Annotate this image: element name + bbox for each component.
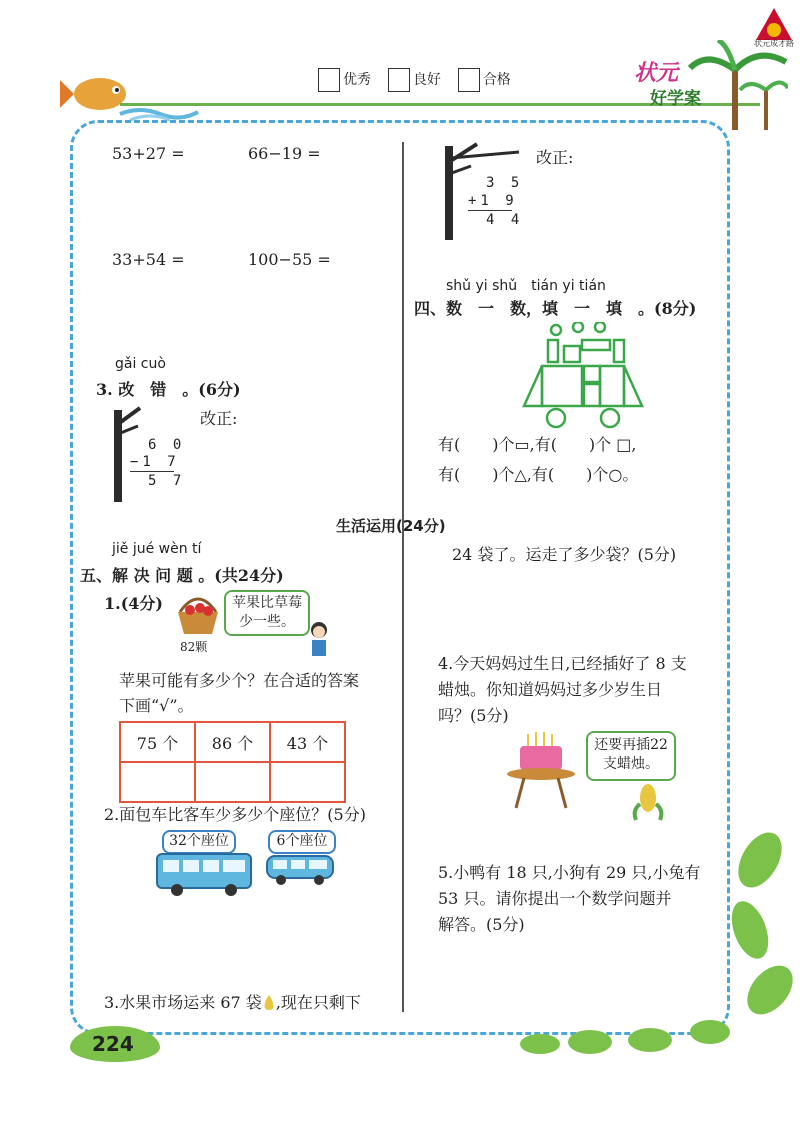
q4-speech-bubble: 还要再插22支蜡烛。 bbox=[586, 731, 676, 781]
calc-33-54: 33+54 = bbox=[112, 250, 185, 269]
q4-line3: 吗？(5分) bbox=[438, 706, 509, 725]
answer-cell[interactable] bbox=[270, 762, 345, 802]
q5-line3: 解答。(5分) bbox=[438, 915, 525, 934]
checkbox[interactable] bbox=[388, 68, 410, 92]
van-illustration bbox=[265, 854, 337, 890]
q1-speech-bubble: 苹果比草莓少一些。 bbox=[224, 590, 310, 636]
sec4-line2: 有( )个△,有( )个○。 bbox=[438, 465, 639, 484]
q3-fruit-market: 3.水果市场运来 67 袋 ,现在只剩下 bbox=[104, 993, 361, 1012]
q2-text: 2.面包车比客车少多少个座位？(5分) bbox=[104, 805, 366, 824]
rating-pass[interactable]: 合格 bbox=[458, 72, 511, 88]
q1-answer-table bbox=[119, 721, 346, 803]
cake-illustration bbox=[504, 730, 580, 814]
pear-icon bbox=[262, 993, 276, 1011]
calc-100-55: 100−55 = bbox=[248, 250, 331, 269]
vertical-result: 4 4 bbox=[486, 212, 524, 228]
q4-line2: 蜡烛。你知道妈妈过多少岁生日 bbox=[438, 680, 663, 699]
van-seat-label: 6个座位 bbox=[268, 830, 336, 854]
calc-66-19: 66−19 = bbox=[248, 144, 321, 163]
q1-caption: 82颗 bbox=[180, 640, 208, 654]
rating-boxes bbox=[318, 68, 511, 92]
answer-cell[interactable] bbox=[120, 762, 195, 802]
life-section-title: 生活运用(24分) bbox=[336, 517, 446, 535]
leaves-illustration bbox=[500, 820, 800, 1074]
girl-illustration bbox=[304, 620, 334, 664]
q5-line2: 53 只。请你提出一个数学问题并 bbox=[438, 889, 672, 908]
q1-label: 1.(4分) bbox=[104, 594, 163, 613]
sec5-title: 五、解 决 问 题 。(共24分) bbox=[80, 566, 284, 585]
page-number: 224 bbox=[92, 1032, 134, 1056]
answer-cell[interactable] bbox=[195, 762, 270, 802]
q1-text-1: 苹果可能有多少个？在合适的答案 bbox=[119, 671, 360, 690]
q3-pinyin: gǎi cuò bbox=[115, 356, 166, 372]
shape-train-illustration bbox=[520, 322, 650, 434]
vertical-result: 5 7 bbox=[148, 473, 186, 489]
option-cell: 86 个 bbox=[195, 722, 270, 762]
q3-continuation: 24 袋了。运走了多少袋？(5分) bbox=[452, 545, 677, 564]
checkbox[interactable] bbox=[318, 68, 340, 92]
sec4-title: 四、数 一 数，填 一 填 。(8分) bbox=[414, 299, 697, 318]
brand-line2: 好学案 bbox=[650, 89, 701, 109]
vertical-top: 6 0 bbox=[148, 437, 186, 453]
fruit-basket-icon bbox=[174, 594, 222, 640]
vertical-operand: +1 9 bbox=[468, 193, 518, 209]
rating-good[interactable]: 良好 bbox=[388, 72, 441, 88]
option-cell: 43 个 bbox=[270, 722, 345, 762]
rating-excellent[interactable]: 优秀 bbox=[318, 72, 371, 88]
vertical-operand: −1 7 bbox=[130, 454, 180, 470]
checkbox[interactable] bbox=[458, 68, 480, 92]
calc-53-27: 53+27 = bbox=[112, 144, 185, 163]
vertical-top: 3 5 bbox=[486, 175, 524, 191]
column-divider bbox=[402, 142, 404, 1012]
sec4-line1: 有( )个▭,有( )个 □, bbox=[438, 435, 637, 454]
option-cell: 75 个 bbox=[120, 722, 195, 762]
bus-seat-label: 32个座位 bbox=[162, 830, 236, 854]
brand-line1: 状元 bbox=[634, 60, 679, 86]
sec4-pinyin: shǔ yi shǔ tián yi tián bbox=[446, 278, 606, 294]
q1-text-2: 下画“√”。 bbox=[119, 696, 194, 715]
bus-illustration bbox=[155, 852, 255, 902]
q3-title: 3. 改 错 。(6分) bbox=[96, 380, 241, 399]
q3-correction-label: 改正: bbox=[200, 409, 238, 428]
q3-correction-label-2: 改正: bbox=[536, 148, 574, 167]
sec5-pinyin: jiě jué wèn tí bbox=[112, 541, 202, 557]
corner-logo-text: 状元成才路 bbox=[754, 39, 794, 48]
q5-line1: 5.小鸭有 18 只,小狗有 29 只,小兔有 bbox=[438, 863, 701, 882]
q4-line1: 4.今天妈妈过生日,已经插好了 8 支 bbox=[438, 654, 687, 673]
